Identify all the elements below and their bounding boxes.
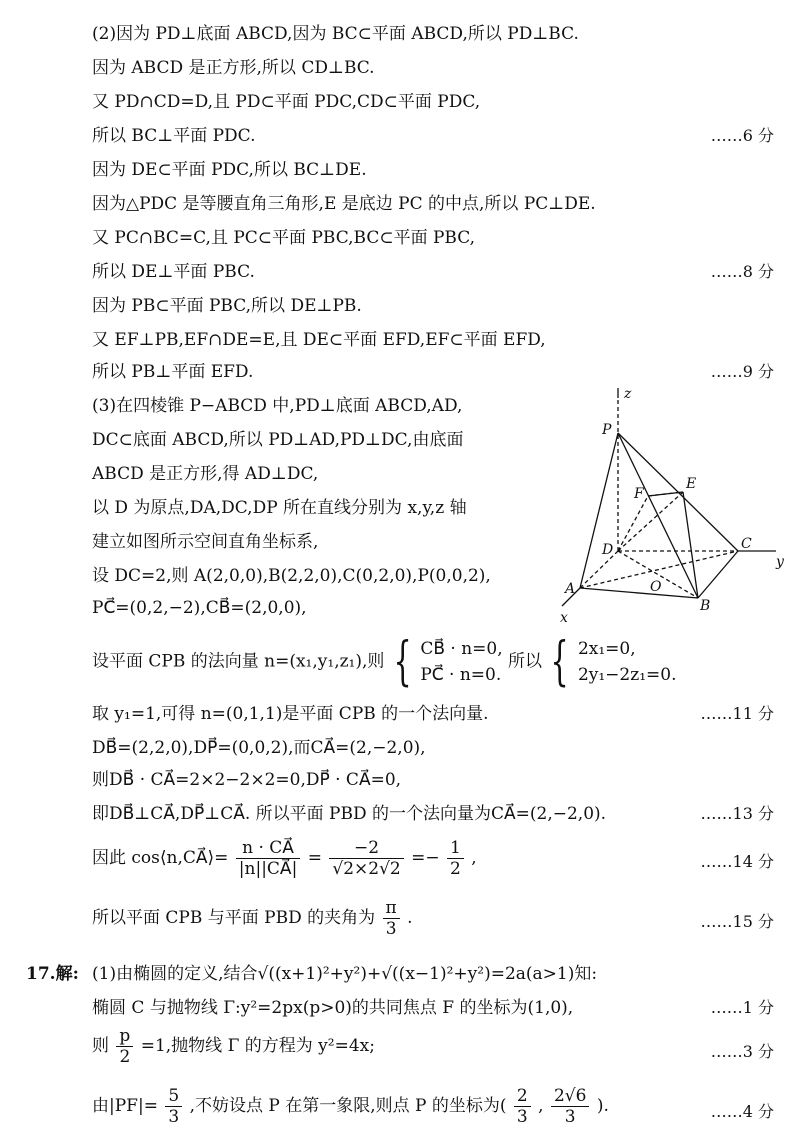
- text-line: 所以 DE⊥平面 PBC.: [92, 262, 255, 282]
- text-span: ,: [538, 1096, 544, 1116]
- numerator: 2: [514, 1086, 531, 1107]
- text-span: 设平面 CPB 的法向量 n=(x₁,y₁,z₁),则: [92, 651, 385, 672]
- edge-DF: [618, 496, 648, 551]
- brace-glyph: {: [550, 632, 570, 692]
- text-line: DC⊂底面 ABCD,所以 PD⊥AD,PD⊥DC,由底面: [92, 430, 464, 450]
- equation-system-line: [92, 632, 677, 692]
- text-line: 椭圆 C 与抛物线 Γ:y²=2px(p>0)的共同焦点 F 的坐标为(1,0),: [92, 998, 574, 1018]
- text-line: 建立如图所示空间直角坐标系,: [92, 532, 319, 552]
- numerator: π: [383, 898, 400, 919]
- text-line: 又 PD∩CD=D,且 PD⊂平面 PDC,CD⊂平面 PDC,: [92, 92, 481, 112]
- point-line: [92, 1086, 609, 1127]
- fraction: [447, 838, 464, 879]
- pyramid-figure: [538, 388, 788, 628]
- denominator: |n||CA⃗|: [238, 859, 298, 879]
- system-row: 2x₁=0,: [577, 639, 636, 659]
- numerator: 5: [165, 1086, 182, 1107]
- text-span: ).: [596, 1096, 609, 1116]
- fraction: [514, 1086, 531, 1127]
- text-line: 以 D 为原点,DA,DC,DP 所在直线分别为 x,y,z 轴: [92, 498, 467, 518]
- denominator: 2: [450, 859, 461, 879]
- text-line: 又 PC∩BC=C,且 PC⊂平面 PBC,BC⊂平面 PBC,: [92, 228, 476, 248]
- score-mark: ……6 分: [710, 126, 774, 145]
- label-A: A: [565, 581, 576, 597]
- angle-line: [92, 898, 413, 939]
- label-E: E: [686, 476, 697, 492]
- text-line: (3)在四棱锥 P−ABCD 中,PD⊥底面 ABCD,AD,: [92, 396, 463, 416]
- numerator: −2: [329, 838, 403, 859]
- label-y: y: [776, 554, 784, 570]
- score-mark: ……3 分: [710, 1042, 774, 1061]
- system-row: PC⃗ · n=0.: [420, 665, 502, 685]
- label-C: C: [741, 536, 752, 552]
- fraction: [116, 1026, 133, 1067]
- text-span: =1,抛物线 Γ 的方程为 y²=4x;: [140, 1036, 375, 1056]
- text-line: 则DB⃗ · CA⃗=2×2−2×2=0,DP⃗ · CA⃗=0,: [92, 770, 402, 790]
- denominator: 3: [564, 1107, 576, 1127]
- score-mark: ……8 分: [710, 262, 774, 281]
- fraction: [551, 1086, 589, 1127]
- text-line: 因为 PB⊂平面 PBC,所以 DE⊥PB.: [92, 296, 362, 316]
- fraction: [165, 1086, 182, 1127]
- label-z: z: [624, 388, 632, 402]
- score-mark: ……9 分: [710, 362, 774, 381]
- system-1: [420, 636, 502, 688]
- label-B: B: [700, 598, 711, 614]
- numerator: 2√6: [551, 1086, 589, 1107]
- text-line: 取 y₁=1,可得 n=(0,1,1)是平面 CPB 的一个法向量.: [92, 704, 489, 724]
- text-line: 即DB⃗⊥CA⃗,DP⃗⊥CA⃗. 所以平面 PBD 的一个法向量为CA⃗=(2,−2,0).: [92, 804, 607, 824]
- denominator: 3: [168, 1107, 180, 1127]
- score-mark: ……1 分: [710, 998, 774, 1017]
- text-line: 设 DC=2,则 A(2,0,0),B(2,2,0),C(0,2,0),P(0,0,2),: [92, 566, 491, 586]
- system-row: 2y₁−2z₁=0.: [577, 665, 677, 685]
- text-span: 所以平面 CPB 与平面 PBD 的夹角为: [92, 908, 376, 928]
- edge-AB: [580, 588, 698, 598]
- fraction: [329, 838, 403, 879]
- numerator: 1: [447, 838, 464, 859]
- fraction: [236, 838, 301, 879]
- problem-number: 17.解:: [26, 964, 79, 984]
- denominator: 3: [516, 1107, 528, 1127]
- numerator: n · CA⃗: [236, 838, 301, 859]
- score-mark: ……4 分: [710, 1102, 774, 1121]
- text-span: ,: [471, 848, 477, 868]
- text-span: 因此 cos⟨n,CA⃗⟩=: [92, 848, 229, 868]
- text-span: 则: [92, 1036, 109, 1056]
- text-line: 因为△PDC 是等腰直角三角形,E 是底边 PC 的中点,所以 PC⊥DE.: [92, 194, 596, 214]
- text-span: 由|PF|=: [92, 1096, 158, 1116]
- text-span: =−: [411, 848, 440, 868]
- system-row: CB⃗ · n=0,: [420, 639, 503, 659]
- text-line: ABCD 是正方形,得 AD⊥DC,: [92, 464, 319, 484]
- score-mark: ……15 分: [700, 912, 774, 931]
- denominator: √2×2√2: [332, 859, 401, 879]
- text-line: 所以 PB⊥平面 EFD.: [92, 362, 254, 382]
- text-span: 所以: [508, 651, 543, 672]
- score-mark: ……11 分: [700, 704, 774, 723]
- denominator: 2: [119, 1047, 131, 1067]
- label-P: P: [602, 422, 612, 438]
- cos-formula-line: [92, 838, 477, 879]
- text-line: 又 EF⊥PB,EF∩DE=E,且 DE⊂平面 EFD,EF⊂平面 EFD,: [92, 330, 546, 350]
- fraction: [383, 898, 400, 939]
- text-span: ,不妨设点 P 在第一象限,则点 P 的坐标为(: [189, 1096, 507, 1116]
- parabola-line: [92, 1026, 375, 1067]
- brace-glyph: {: [393, 632, 412, 692]
- text-line: DB⃗=(2,2,0),DP⃗=(0,0,2),而CA⃗=(2,−2,0),: [92, 738, 426, 758]
- system-2: [578, 636, 677, 688]
- score-mark: ……13 分: [700, 804, 774, 823]
- numerator: p: [116, 1026, 133, 1047]
- denominator: 3: [385, 919, 397, 939]
- equals-sign: =: [307, 848, 322, 868]
- text-line: 因为 ABCD 是正方形,所以 CD⊥BC.: [92, 58, 375, 78]
- text-line: (1)由椭圆的定义,结合√((x+1)²+y²)+√((x−1)²+y²)=2a(a>1)知:: [92, 964, 598, 984]
- edge-PA: [580, 433, 618, 588]
- label-x: x: [560, 610, 568, 626]
- label-F: F: [634, 486, 644, 502]
- text-line: PC⃗=(0,2,−2),CB⃗=(2,0,0),: [92, 598, 307, 618]
- edge-BC: [698, 551, 738, 598]
- text-span: .: [407, 908, 413, 928]
- text-line: (2)因为 PD⊥底面 ABCD,因为 BC⊂平面 ABCD,所以 PD⊥BC.: [92, 24, 579, 44]
- label-D: D: [602, 542, 614, 558]
- text-line: 因为 DE⊂平面 PDC,所以 BC⊥DE.: [92, 160, 367, 180]
- text-line: 所以 BC⊥平面 PDC.: [92, 126, 256, 146]
- score-mark: ……14 分: [700, 852, 774, 871]
- label-O: O: [650, 579, 662, 595]
